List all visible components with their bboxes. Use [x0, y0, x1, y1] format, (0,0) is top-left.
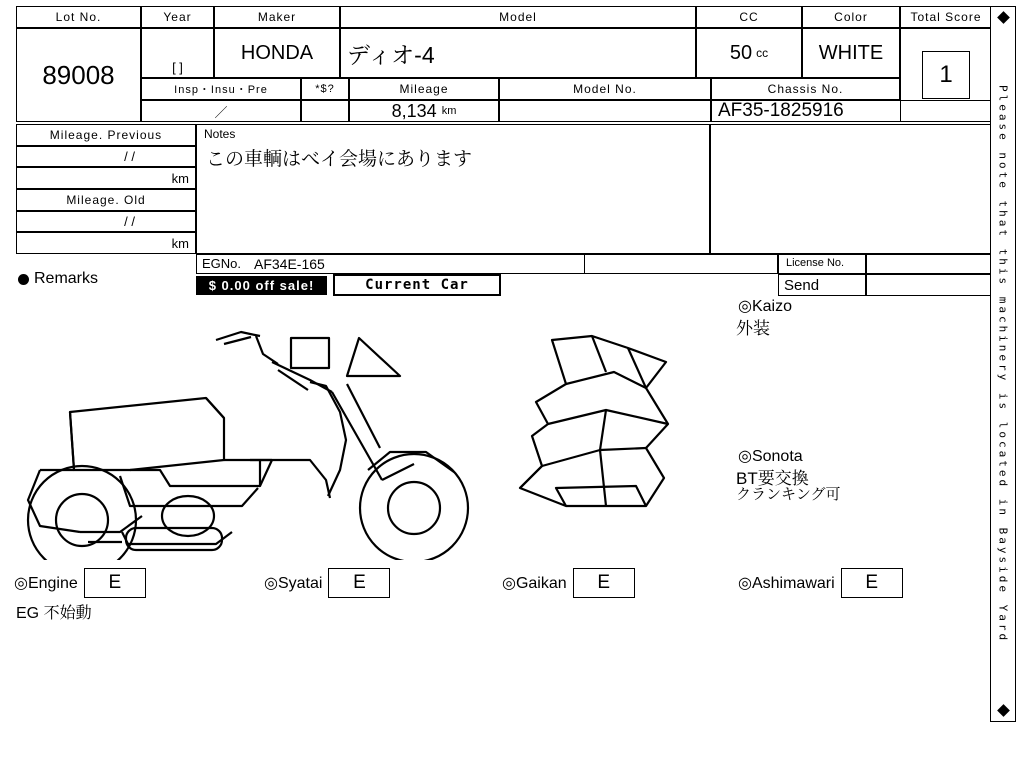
kaizo-title: ◎Kaizo: [738, 298, 792, 315]
cc-value: 50: [729, 41, 753, 64]
chassis-no-value: AF35-1825916: [711, 100, 992, 122]
notes-text: この車輌はべイ会場にあります: [206, 149, 473, 170]
grade-engine: [14, 568, 146, 598]
sonota-line2: クランキング可: [736, 486, 841, 503]
off-sale-stamp: $ 0.00 off sale!: [196, 276, 327, 295]
mileage-history-block: [16, 124, 196, 254]
color-label: Color: [802, 6, 900, 28]
diamond-icon-bottom: [997, 704, 1010, 717]
total-score-label: Total Score: [900, 6, 992, 28]
grade-ashimawari: [738, 568, 903, 598]
model-label: Model: [340, 6, 696, 28]
total-score-value: 1: [922, 51, 970, 99]
header-table: [16, 6, 992, 122]
mileage-previous-unit: km: [16, 167, 196, 189]
grade-engine-label: ◎Engine: [14, 575, 78, 592]
engine-note: EG 不始動: [16, 605, 92, 622]
insp-label: Insp・Insu・Pre: [141, 78, 301, 100]
kaizo-text: 外装: [736, 319, 770, 338]
grade-gaikan-value: E: [573, 568, 635, 598]
cc-label: CC: [696, 6, 802, 28]
mileage-old-label: Mileage. Old: [16, 189, 196, 211]
mileage-previous-label: Mileage. Previous: [16, 124, 196, 146]
grade-engine-value: E: [84, 568, 146, 598]
notes-block: [196, 124, 992, 254]
bayside-yard-notice-strip: [990, 6, 1016, 722]
year-label: Year: [141, 6, 214, 28]
eg-license-row: [196, 254, 992, 296]
grade-gaikan-label: ◎Gaikan: [502, 575, 567, 592]
sonota-line1: BT要交換: [736, 469, 809, 488]
model-no-label: Model No.: [499, 78, 711, 100]
star-label: *$?: [301, 78, 349, 100]
grade-ashimawari-label: ◎Ashimawari: [738, 575, 835, 592]
grade-ashimawari-value: E: [841, 568, 903, 598]
notes-label: Notes: [204, 127, 236, 141]
scooter-front-view-diagram: [496, 328, 726, 518]
lot-no-value: 89008: [16, 28, 141, 122]
scooter-side-view-diagram: [10, 320, 500, 560]
egno-value: AF34E-165: [254, 256, 325, 272]
chassis-no-label: Chassis No.: [711, 78, 900, 100]
mileage-value: 8,134: [391, 100, 437, 121]
insp-value: ／: [141, 100, 301, 122]
grade-syatai-value: E: [328, 568, 390, 598]
diamond-icon-top: [997, 11, 1010, 24]
cc-unit: cc: [756, 46, 769, 60]
mileage-old-date: / /: [16, 211, 196, 232]
model-value: ディオ-4: [340, 28, 696, 78]
grade-gaikan: [502, 568, 635, 598]
bayside-yard-notice-text: Please note that this machinery is located in Bayside Yard: [996, 84, 1010, 644]
color-value: WHITE: [802, 28, 900, 78]
maker-label: Maker: [214, 6, 340, 28]
remarks-label: [18, 270, 98, 288]
model-no-value: [499, 100, 711, 122]
bullet-icon: [18, 274, 29, 285]
send-label: Send: [784, 277, 820, 294]
year-value: [ ]: [141, 28, 214, 78]
license-no-label: License No.: [786, 257, 845, 269]
mileage-old-unit: km: [16, 232, 196, 254]
mileage-unit: km: [441, 105, 457, 117]
egno-label: EGNo.: [202, 256, 242, 271]
lot-no-label: Lot No.: [16, 6, 141, 28]
remarks-text: Remarks: [34, 270, 99, 287]
mileage-label: Mileage: [349, 78, 499, 100]
current-car-stamp: Current Car: [333, 274, 501, 296]
mileage-previous-date: / /: [16, 146, 196, 167]
grade-syatai: [264, 568, 390, 598]
star-value: [301, 100, 349, 122]
sonota-title: ◎Sonota: [738, 448, 803, 465]
grade-syatai-label: ◎Syatai: [264, 575, 323, 592]
maker-value: HONDA: [214, 28, 340, 78]
